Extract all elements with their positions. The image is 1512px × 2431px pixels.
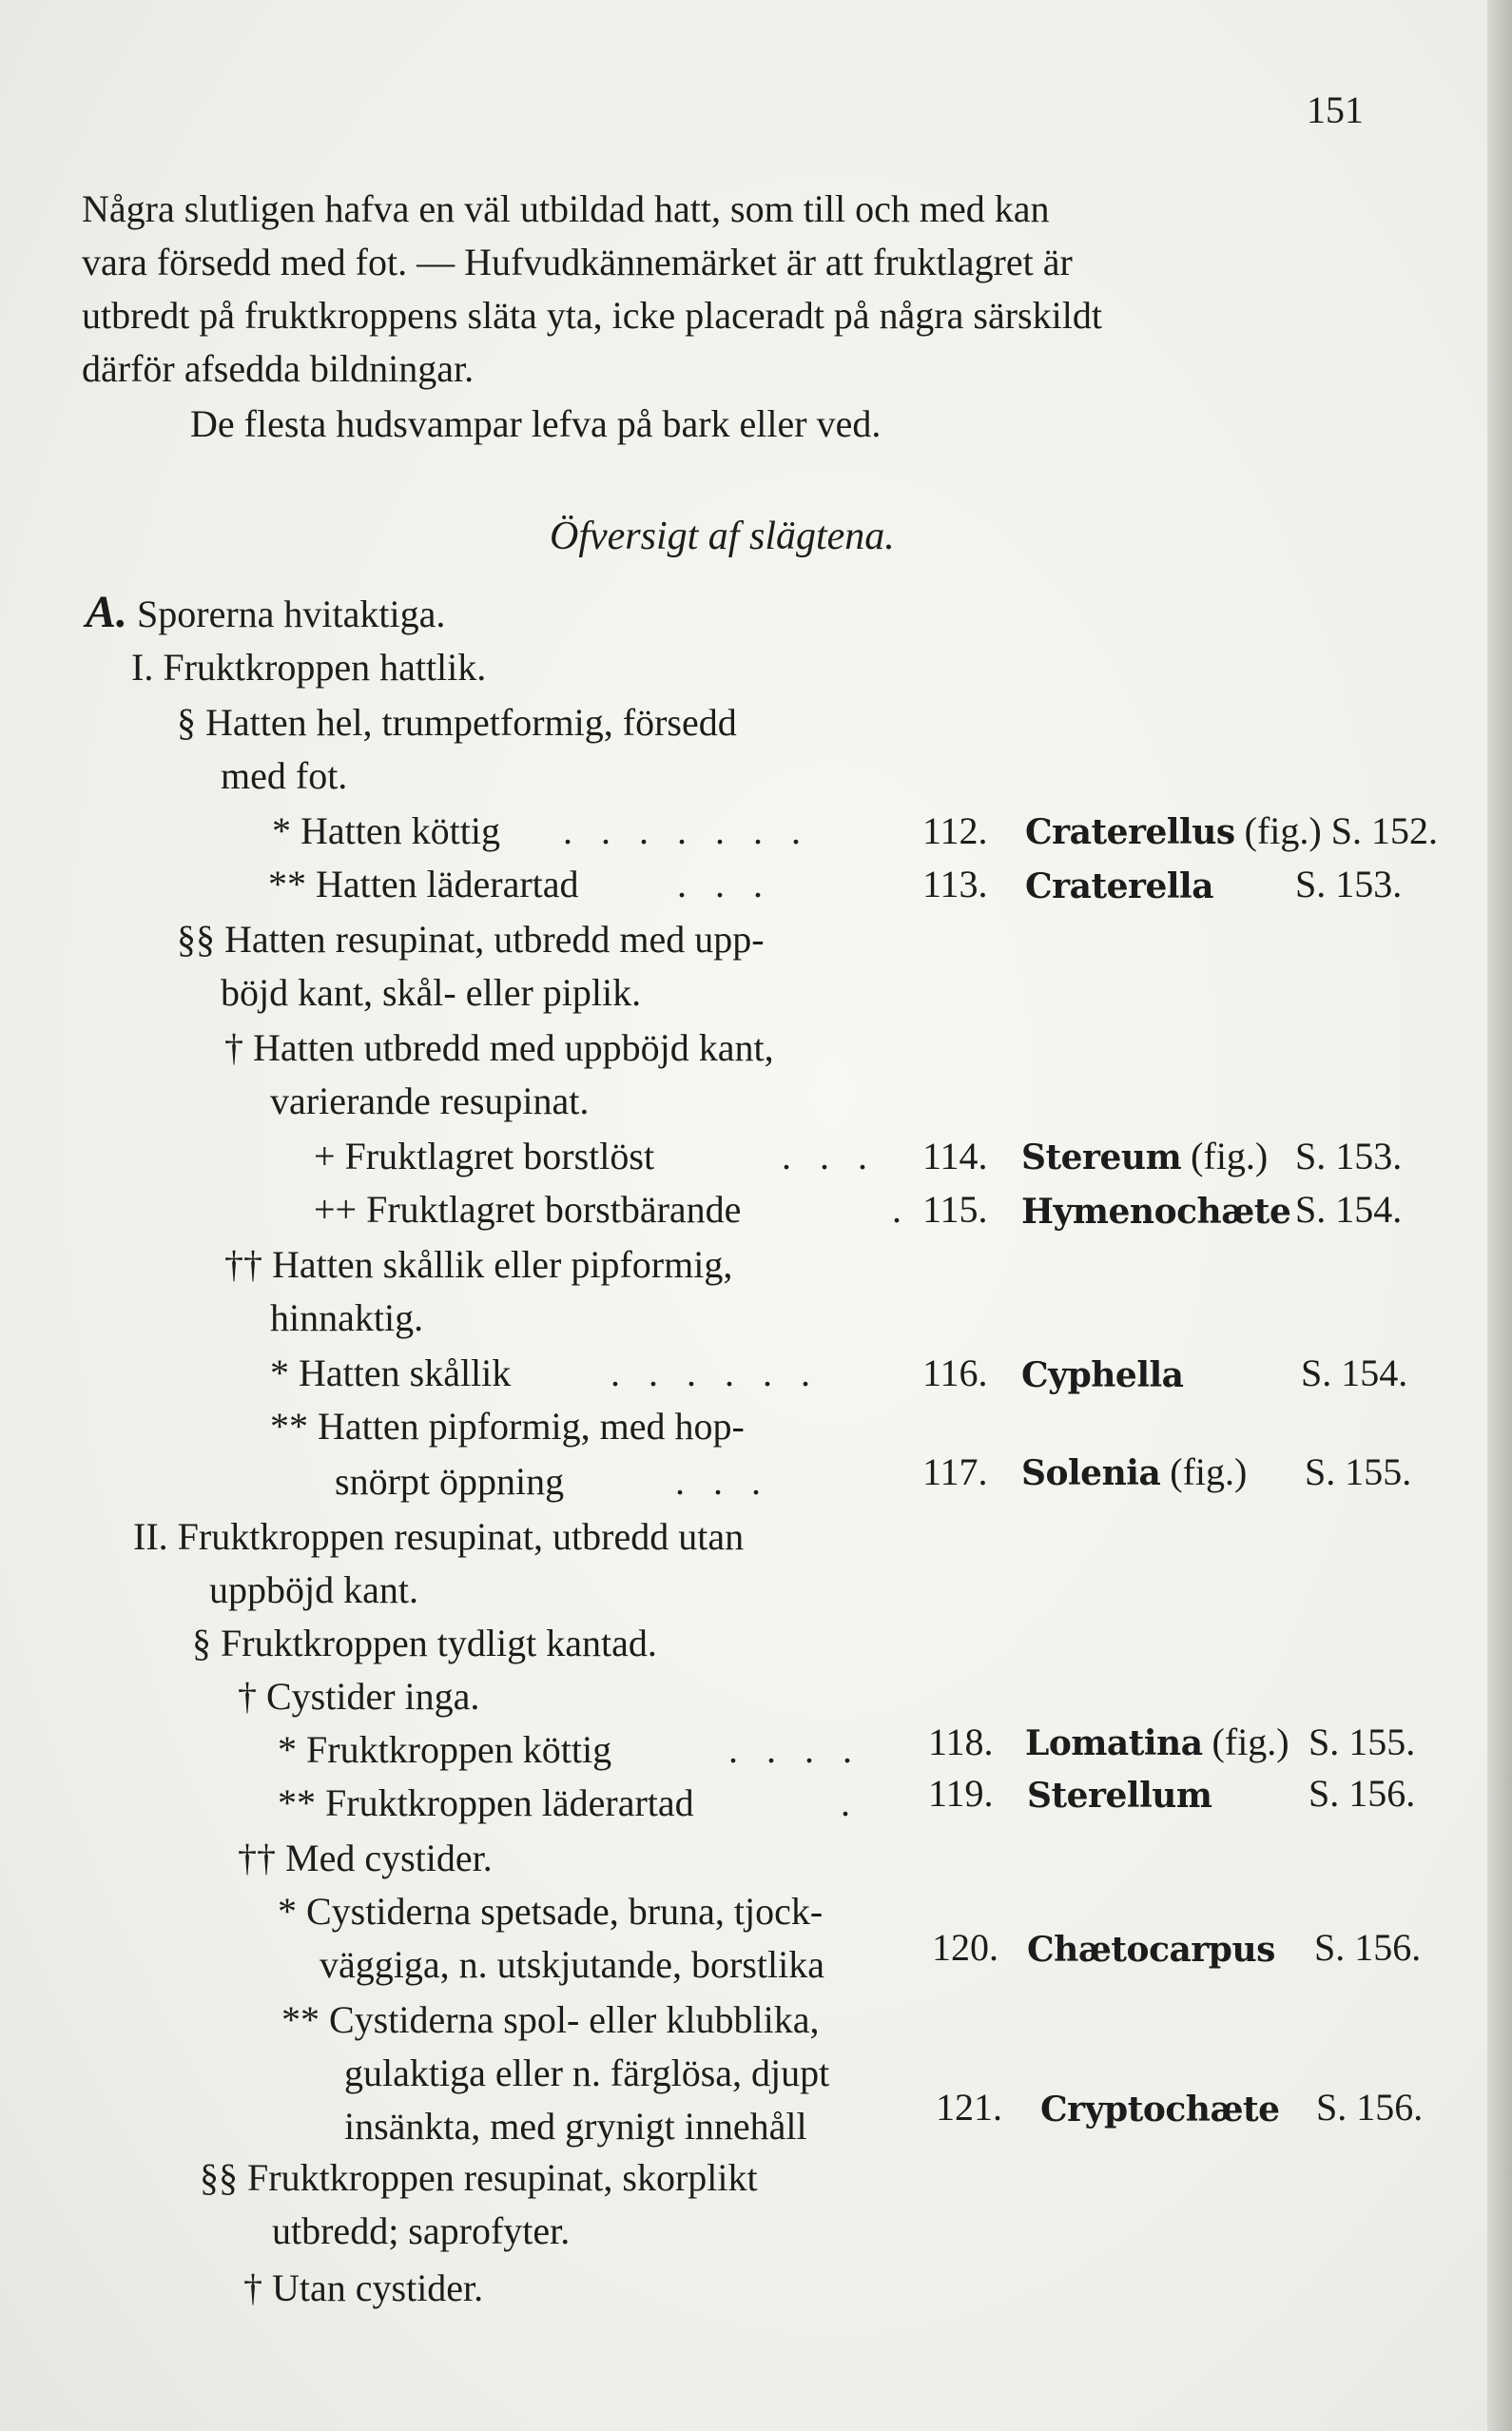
key-a-letter: A. (86, 587, 128, 637)
entry-116-genus: Cyphella (1021, 1355, 1184, 1395)
entry-114-fig: (fig.) (1191, 1135, 1269, 1177)
key-d3: † Cystider inga. (238, 1675, 480, 1718)
intro-line-2: vara försedd med fot. — Hufvudkännemärket är att fruktlagret är (82, 241, 1073, 283)
key-a (86, 587, 446, 637)
entry-121-text: insänkta, med grynigt innehåll (344, 2105, 807, 2148)
entry-117-dots: . . . (675, 1460, 770, 1503)
entry-121-num: 121. (936, 2086, 1002, 2129)
entry-116-dots: . . . . . . (611, 1352, 820, 1394)
key-d5: † Utan cystider. (243, 2266, 484, 2309)
entry-117-num: 117. (922, 1450, 988, 1493)
entry-120-num: 120. (932, 1926, 998, 1969)
entry-121-genus: Cryptochæte (1040, 2090, 1280, 2130)
entry-113-page: S. 153. (1295, 863, 1403, 905)
entry-114-text: + Fruktlagret borstlöst (314, 1135, 655, 1177)
entry-114-num: 114. (922, 1135, 988, 1177)
entry-115-num: 115. (922, 1188, 988, 1231)
entry-119-genus: Sterellum (1027, 1776, 1212, 1816)
entry-112-page: S. 152. (1330, 809, 1438, 852)
intro-line-1: Några slutligen hafva en väl utbildad hatt, som till och med kan (82, 187, 1050, 230)
key-s3: § Fruktkroppen tydligt kantad. (192, 1622, 657, 1664)
key-a-text: Sporerna hvitaktiga. (137, 593, 446, 635)
entry-112-genus: Craterellus (1025, 812, 1235, 852)
entry-120-line1: * Cystiderna spetsade, bruna, tjock- (278, 1890, 824, 1933)
entry-114-dots: . . . (782, 1135, 877, 1177)
key-d2-line1: †† Hatten skållik eller pipformig, (224, 1243, 733, 1286)
page-number: 151 (1307, 88, 1364, 131)
key-d4: †† Med cystider. (238, 1837, 493, 1879)
entry-118-fig: (fig.) (1212, 1721, 1289, 1763)
entry-114-genus-line (1021, 1134, 1268, 1180)
entry-117-genus-line (1021, 1449, 1247, 1496)
entry-121-line1: ** Cystiderna spol- eller klubblika, (281, 1998, 820, 2041)
key-d1-line1: † Hatten utbredd med uppböjd kant, (224, 1026, 774, 1069)
entry-118-genus: Lomatina (1025, 1723, 1203, 1763)
intro-line-5: De flesta hudsvampar lefva på bark eller ved. (190, 402, 882, 445)
entry-112-dots: . . . . . . . (563, 809, 810, 852)
intro-line-4: därför afsedda bildningar. (82, 347, 475, 390)
key-d2-line2: hinnaktig. (270, 1296, 424, 1339)
entry-117-fig: (fig.) (1170, 1450, 1248, 1493)
entry-112-text: * Hatten köttig (272, 809, 500, 852)
key-d1-line2: varierande resupinat. (270, 1079, 590, 1122)
entry-115-page: S. 154. (1295, 1188, 1403, 1231)
key-ii-line2: uppböjd kant. (209, 1568, 418, 1611)
entry-119-text: ** Fruktkroppen läderartad (278, 1781, 694, 1824)
entry-112-genus-line (1025, 808, 1438, 855)
key-s2-line1: §§ Hatten resupinat, utbredd med upp- (177, 918, 765, 961)
key-i: I. Fruktkroppen hattlik. (131, 646, 487, 689)
key-ii-line1: II. Fruktkroppen resupinat, utbredd utan (133, 1515, 745, 1558)
key-s2-line2: böjd kant, skål- eller piplik. (221, 971, 642, 1014)
key-s4-line1: §§ Fruktkroppen resupinat, skorplikt (200, 2156, 758, 2199)
entry-121-page: S. 156. (1316, 2086, 1424, 2129)
entry-115-dots: . (892, 1188, 911, 1231)
key-s1-line2: med fot. (221, 754, 348, 797)
entry-118-genus-line (1025, 1720, 1289, 1766)
entry-113-num: 113. (922, 863, 988, 905)
entry-117-genus: Solenia (1021, 1453, 1161, 1493)
entry-119-num: 119. (928, 1772, 994, 1815)
entry-118-text: * Fruktkroppen köttig (278, 1728, 612, 1771)
entry-120-genus: Chætocarpus (1027, 1930, 1275, 1970)
key-s1-line1: § Hatten hel, trumpetformig, försedd (177, 701, 737, 744)
entry-115-genus: Hymenochæte (1021, 1192, 1291, 1232)
entry-113-text: ** Hatten läderartad (268, 863, 579, 905)
intro-line-3: utbredt på fruktkroppens släta yta, icke placeradt på några särskildt (82, 294, 1102, 337)
page-gutter-shadow (1487, 0, 1512, 2431)
entry-116-page: S. 154. (1301, 1352, 1408, 1394)
entry-118-page: S. 155. (1308, 1721, 1416, 1763)
entry-117-text: snörpt öppning (335, 1460, 565, 1503)
entry-113-genus: Craterella (1025, 866, 1214, 906)
key-s4-line2: utbredd; saprofyter. (272, 2209, 571, 2252)
entry-117-line1: ** Hatten pipformig, med hop- (270, 1405, 745, 1448)
entry-121-line2: gulaktiga eller n. färglösa, djupt (344, 2052, 830, 2094)
entry-114-page: S. 153. (1295, 1135, 1403, 1177)
entry-116-num: 116. (922, 1352, 988, 1394)
entry-120-text: väggiga, n. utskjutande, borstlika (320, 1943, 825, 1986)
entry-113-dots: . . . (677, 863, 772, 905)
entry-119-dots: . (841, 1781, 860, 1824)
entry-118-dots: . . . . (728, 1728, 862, 1771)
entry-114-genus: Stereum (1021, 1138, 1182, 1177)
entry-117-page: S. 155. (1305, 1450, 1412, 1493)
entry-120-page: S. 156. (1314, 1926, 1422, 1969)
entry-119-page: S. 156. (1308, 1772, 1416, 1815)
entry-118-num: 118. (928, 1721, 994, 1763)
entry-112-num: 112. (922, 809, 988, 852)
section-heading: Öfversigt af slägtena. (550, 515, 895, 558)
entry-112-fig: (fig.) (1244, 809, 1322, 852)
entry-116-text: * Hatten skållik (270, 1352, 512, 1394)
entry-115-text: ++ Fruktlagret borstbärande (314, 1188, 742, 1231)
